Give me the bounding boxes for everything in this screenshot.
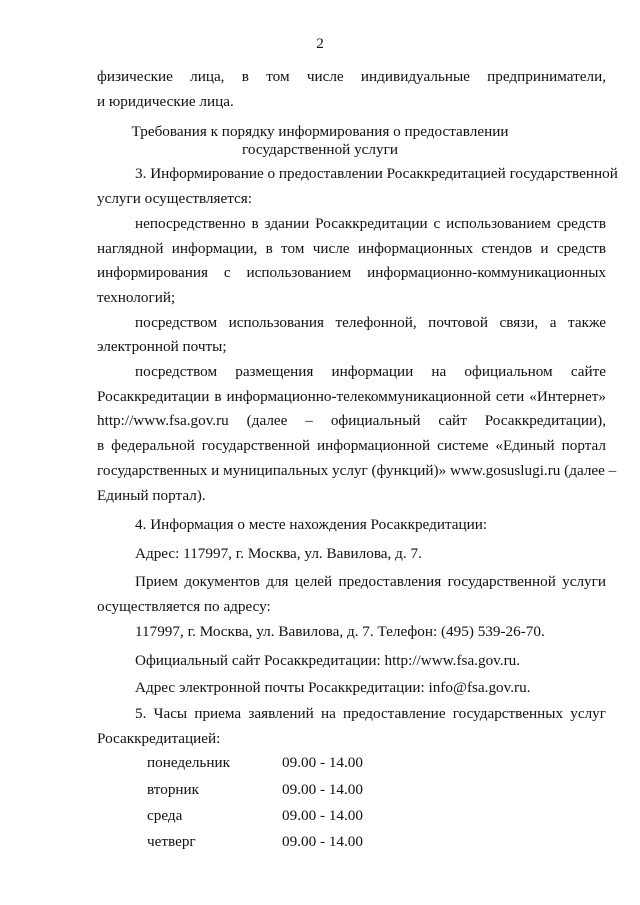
schedule-day: среда	[147, 807, 183, 824]
text-line: Росаккредитацией:	[97, 730, 221, 747]
text-line: Адрес: 117997, г. Москва, ул. Вавилова, д. 7.	[135, 545, 422, 562]
text-line: посредством размещения информации на официальном сайте	[135, 363, 606, 380]
text-line: в федеральной государственной информационной системе «Единый портал	[97, 437, 606, 454]
page-number: 2	[316, 35, 324, 52]
text-line: http://www.fsa.gov.ru (далее – официальный сайт Росаккредитации),	[97, 412, 606, 429]
text-line: электронной почты;	[97, 338, 227, 355]
text-line: посредством использования телефонной, почтовой связи, а также	[135, 314, 606, 331]
text-line: технологий;	[97, 289, 176, 306]
schedule-day: вторник	[147, 781, 200, 798]
text-line: осуществляется по адресу:	[97, 598, 271, 615]
text-line: физические лица, в том числе индивидуальные предприниматели,	[97, 68, 606, 85]
text-line: Требования к порядку информирования о предоставлении	[131, 123, 509, 140]
text-line: наглядной информации, в том числе информационных стендов и средств	[97, 240, 606, 257]
text-line: непосредственно в здании Росаккредитации с использованием средств	[135, 215, 606, 232]
schedule-time: 09.00 - 14.00	[282, 754, 363, 771]
text-line: 5. Часы приема заявлений на предоставление государственных услуг	[135, 705, 606, 722]
schedule-time: 09.00 - 14.00	[282, 833, 363, 850]
text-line: государственных и муниципальных услуг (функций)» www.gosuslugi.ru (далее –	[97, 462, 617, 479]
text-line: 3. Информирование о предоставлении Росаккредитацией государственной	[135, 165, 618, 182]
text-line: Адрес электронной почты Росаккредитации: info@fsa.gov.ru.	[135, 679, 531, 696]
text-line: 4. Информация о месте нахождения Росаккредитации:	[135, 516, 488, 533]
text-line: и юридические лица.	[97, 93, 234, 110]
schedule-day: понедельник	[147, 754, 230, 771]
schedule-time: 09.00 - 14.00	[282, 781, 363, 798]
text-line: 117997, г. Москва, ул. Вавилова, д. 7. Телефон: (495) 539-26-70.	[135, 623, 545, 640]
text-line: государственной услуги	[242, 141, 398, 158]
text-line: Росаккредитации в информационно-телекоммуникационной сети «Интернет»	[97, 388, 606, 405]
schedule-time: 09.00 - 14.00	[282, 807, 363, 824]
text-line: Прием документов для целей предоставления государственной услуги	[135, 573, 606, 590]
text-line: информирования с использованием информационно-коммуникационных	[97, 264, 606, 281]
schedule-day: четверг	[147, 833, 196, 850]
text-line: Единый портал).	[97, 487, 206, 504]
text-line: Официальный сайт Росаккредитации: http://www.fsa.gov.ru.	[135, 652, 521, 669]
text-line: услуги осуществляется:	[97, 190, 253, 207]
